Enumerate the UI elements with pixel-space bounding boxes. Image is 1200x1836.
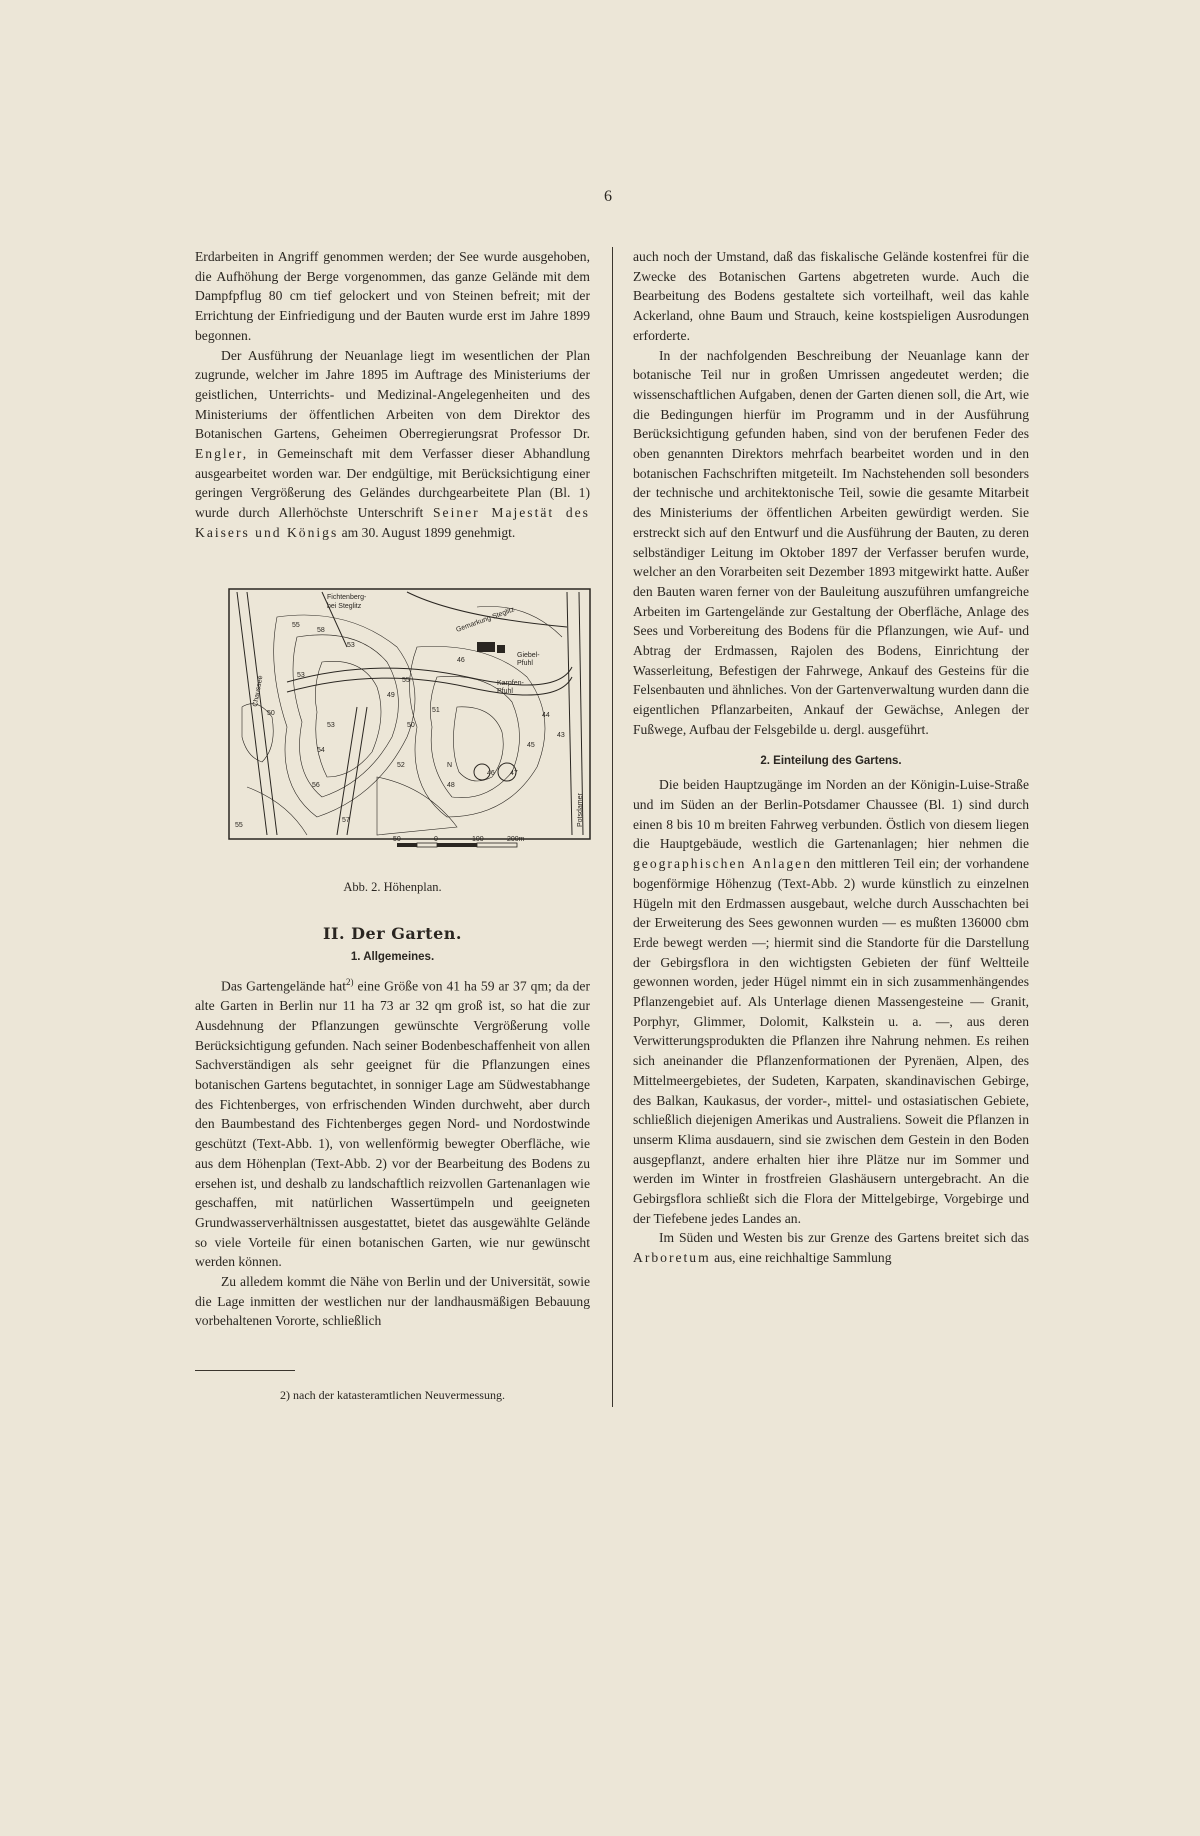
scale-label: 0 [434,836,438,843]
contour-number: 55 [402,677,410,684]
contour-number: 55 [235,822,243,829]
text-run: aus, eine reichhaltige Sammlung [714,1250,892,1266]
scale-label: 100 [472,836,484,843]
contour-number: 50 [407,722,415,729]
left-column-bottom [195,973,590,1331]
paragraph: Erdarbeiten in Angriff genommen werden; der See wurde ausgehoben, die Aufhöhung der Berge vorgenommen, das ganze Gelände mit dem Dampfpflug 80 cm tief gelockert und von Steinen befreit; mit der Errichtung der Einfriedigung und der Bauten wurde erst im Jahre 1899 begonnen. [195,249,590,343]
contour-number: 50 [267,710,275,717]
contour-number: 57 [342,817,350,824]
subsection-heading: 1. Allgemeines. [350,951,435,963]
text-run: in Gemeinschaft mit dem Verfasser dieser Abhandlung ausgearbeitet worden war. Der endgültige, mit Berücksichtigung einer geringen Vergrößerung des Geländes durchgearbeitete Plan (Bl. 1) wurde durch Allerhöchste Unterschrift [195,446,590,521]
person-name: Engler, [195,446,249,462]
majesty-title: Seiner Majestät des Kaisers und Königs [195,505,590,540]
contour-number: 43 [557,732,565,739]
section-heading: II. Der Garten. [323,924,462,943]
text-run: am 30. August 1899 genehmigt. [341,524,516,540]
map-label: Karpfen- [497,680,524,687]
footnote-rule [195,1370,295,1371]
paragraph [195,973,590,1272]
text-run: eine Größe von 41 ha 59 ar 37 qm; da der alte Garten in Berlin nur 11 ha 73 ar 32 qm groß ist, so hat die zur Ausdehnung der Pflanzungen gewünschte Vergrößerung volle Berücksichtigung gefunden. Nach seiner Bodenbeschaffenheit von allen Sachverständigen als sehr geeignet für die Pflanzungen eines botanischen Gartens begutachtet, in sonniger Lage am Südwestabhange des Fichtenberges, von erfrischenden Winden durchweht, aber durch den Baumbestand des Fichtenberges gegen Nord- und Nordostwinde geschützt (Text-Abb. 1), von wellenförmig bewegter Oberfläche, wie aus dem Höhenplan (Text-Abb. 2) vor der Bearbeitung des Bodens zu ersehen ist, und deshalb zu landschaftlich reizvollen Gartenanlagen wie geschaffen, mit natürlichen Wassertümpeln und geeigneten Grundwasserverhältnissen ausgestattet, bietet das ausgewählte Gelände so viele Vorteile für einen botanischen Garten, wie nur gewünscht werden können. [195,978,590,1270]
paragraph: Zu alledem kommt die Nähe von Berlin und der Universität, sowie die Lage inmitten der westlichen nur der landhausmäßigen Bebauung vorbehaltenen Vororte, schließlich [195,1274,590,1329]
map-label: Giebel- [517,652,540,659]
footnote-marker: 2) [346,977,354,987]
text-run: Das Gartengelände hat [221,978,346,994]
north-arrow: N [447,762,453,769]
paragraph [195,346,590,543]
contour-number: 55 [292,622,300,629]
footnote: 2) nach der katasteramtlichen Neuvermessung. [280,1388,505,1402]
contour-number: 44 [542,712,550,719]
emphasis: Arboretum [633,1250,711,1266]
emphasis: geographischen Anlagen [633,856,813,872]
right-column [633,247,1029,1268]
page-number: 6 [604,188,612,205]
text-run: Im Süden und Westen bis zur Grenze des Gartens breitet sich das [659,1230,1029,1246]
scale-bar [393,836,525,847]
scale-label: 200m [507,836,525,843]
contour-number: 53 [347,642,355,649]
text-run: Die beiden Hauptzugänge im Norden an der Königin-Luise-Straße und im Süden an der Berlin-Potsdamer Chaussee (Bl. 1) sind durch einen 8 bis 10 m breiten Fahrweg verbunden. Östlich von diesem liegen die Hauptgebäude, westlich die Gartenanlagen; hier nehmen die [633,777,1029,852]
left-column-top [195,247,590,543]
map-label: Fichtenberg- [327,594,367,601]
contour-number: 53 [297,672,305,679]
contour-number: 56 [312,782,320,789]
contour-number: 48 [447,782,455,789]
map-label: Chaussee [252,675,265,708]
height-map-figure [227,587,592,867]
map-label: Gemarkung Steglitz [455,606,516,634]
map-label: bei Steglitz [327,603,362,610]
height-map [227,587,592,867]
contour-number: 49 [387,692,395,699]
contour-number: 54 [317,747,325,754]
contour-number: 53 [327,722,335,729]
paragraph: In der nachfolgenden Beschreibung der Neuanlage kann der botanische Teil nur in großen Umrissen angedeutet werden; die wissenschaftlichen Aufgaben, denen der Garten dienen soll, die Art, wie die Bedingungen hierfür im Programm und in der Ausführung Berücksichtigung gefunden haben, sind von der berufenen Feder des oben genannten Direktors mehrfach bearbeitet worden und in den botanischen Fachschriften mitgeteilt. Im Nachstehenden soll besonders der technische und architektonische Teil, sowie die gesamte Mitarbeit des Ministeriums der öffentlichen Arbeiten gewürdigt werden. Sie erstreckt sich auf den Entwurf und die Ausführung der Bauten, zu deren selbständiger Leitung im Oktober 1897 der Verfasser berufen wurde, welcher an den Vorarbeiten seit Dezember 1893 mitgewirkt hatte. Außer den Bauten waren ferner von der Bauleitung auszuführen umfangreiche Arbeiten im Gartengelände zur Gestaltung der Oberfläche, Anlage des Sees und Vorbereitung des Bodens für die Pflanzungen, wie Auf- und Abtrag der Erdmassen, Rajolen des Bodens, Einrichtung der Wasserleitung, Befestigen der Fahrwege, Ankauf des Gesteins für die Felsenbauten und ähnliches. Von der Gartenverwaltung wurden dann die eigentlichen Pflanzarbeiten, Ankauf der Gewächse, Anlegen der Fußwege, Aufbau der Felsgebilde u. dergl. ausgeführt. [633,347,1029,737]
paragraph: auch noch der Umstand, daß das fiskalische Gelände kostenfrei für die Zwecke des Botanischen Gartens abgetreten wurde. Auch die Bearbeitung des Bodens gestaltete sich vorteilhaft, weil das kahle Ackerland, ohne Baum und Strauch, keine kostspieligen Ausrodungen erforderte. [633,249,1029,343]
paragraph [633,775,1029,1228]
map-label: Pfuhl [497,688,513,695]
text-run: den mittleren Teil ein; der vorhandene bogenförmige Höhenzug (Text-Abb. 2) wurde künstlich zu einzelnen Hügeln mit den Erdmassen ausgebaut, welche durch Ausschachten bei der Erweiterung des Sees gewonnen wurden — es mußten 136000 cbm Erde bewegt werden —; hiermit sind die Standorte für die Darstellung der Gebirgsflora in den wichtigsten Gebieten der fünf Weltteile gewonnen worden, jeder Hügel nimmt ein in sich zusammenhängendes Pflanzengebiet auf. Als Unterlage dienen Massengesteine — Granit, Porphyr, Glimmer, Dolomit, Kalkstein u. a. —, aus deren Verwitterungsprodukten die Pflanzen ihre Nahrung nehmen. Es reihen sich aneinander die Pflanzenformationen der Pyrenäen, Alpen, des Mittelmeergebietes, der Sudeten, Karpaten, skandinavischen Gebirge, des Balkan, Kaukasus, der vorder-, mittel- und ostasiatischen Gebiete, schließlich diejenigen Amerikas und Australiens. Soweit die Pflanzen in unserm Klima ausdauern, sind sie zwischen dem Gestein in den Boden ausgepflanzt, andere erhalten hier ihre Plätze nur im Sommer und werden im Winter in frostfreien Glashäusern untergebracht. An die Gebirgsflora schließt sich die Flora der Mittelgebirge, Vorgebirge und der Tiefebene jedes Landes an. [633,856,1029,1226]
contour-number: 58 [317,627,325,634]
column-divider [612,247,613,1407]
contour-number: 51 [432,707,440,714]
contour-number: 47 [510,770,518,777]
text-run: Der Ausführung der Neuanlage liegt im wesentlichen der Plan zugrunde, welcher im Jahre 1895 im Auftrage des Ministeriums der geistlichen, Unterrichts- und Medizinal-Angelegenheiten und des Ministeriums der öffentlichen Arbeiten von dem Direktor des Botanischen Gartens, Geheimen Oberregierungsrat Professor Dr. [195,347,590,442]
subsection-heading: 2. Einteilung des Gartens. [760,754,902,767]
paragraph [633,1228,1029,1267]
map-label: Potsdamer [577,793,584,827]
scale-label: 50 [393,836,401,843]
contour-number: 46 [487,770,495,777]
contour-number: 45 [527,742,535,749]
contour-number: 46 [457,657,465,664]
map-label: Pfuhl [517,660,533,667]
contour-number: 52 [397,762,405,769]
figure-caption: Abb. 2. Höhenplan. [343,880,442,894]
